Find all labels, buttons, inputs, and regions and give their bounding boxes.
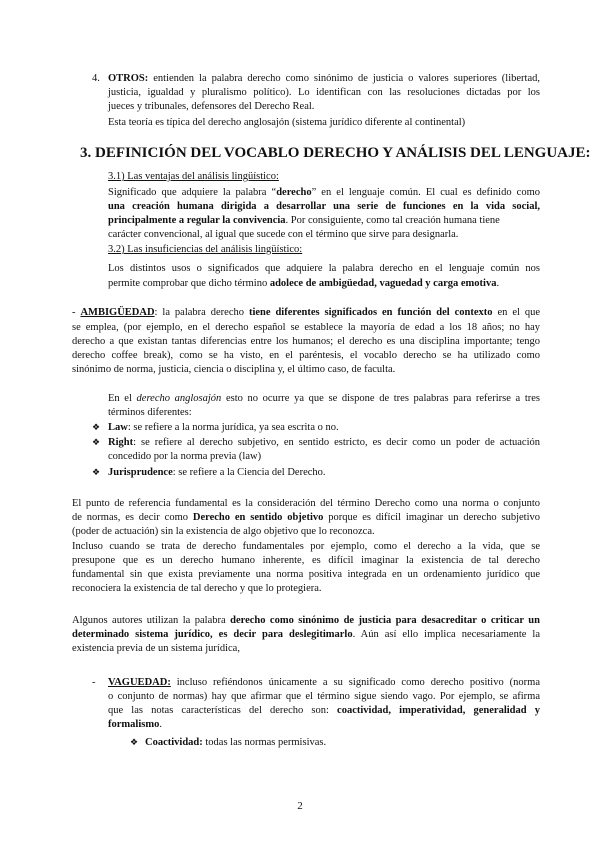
vaguedad-dash: - <box>92 677 96 688</box>
bullet-right: Right: se refiere al derecho subjetivo, en sentido estricto, es decir como un poder de actuación <box>108 437 540 448</box>
item4-line1 <box>108 72 540 85</box>
punto-line1: El punto de referencia fundamental es la consideración del término Derecho como una norma o conjunto <box>72 498 540 509</box>
ambiguedad-line5: sinónimo de norma, justicia, ciencia o disciplina y, el último caso, de faculta. <box>72 364 396 375</box>
anglo-line2: términos diferentes: <box>108 407 192 418</box>
ambiguedad-line2: se emplea, (por ejemplo, en el derecho español se establece la mayoría de edad a los 18 años; no hay <box>72 322 540 333</box>
punto-line4: Incluso cuando se trata de derecho fundamentales por ejemplo, como el derecho a la vida, que se <box>72 541 540 552</box>
bullet-law: Law: se refiere a la norma jurídica, ya sea escrita o no. <box>108 422 339 433</box>
diamond-bullet-icon: ❖ <box>92 422 101 432</box>
autores-line3: existencia previa de un sistema jurídica, <box>72 643 240 654</box>
ambiguedad-line4: derecho coffee break), como se ha visto, en el paréntesis, el vocablo derecho se ha utilizado como <box>72 350 540 361</box>
item4-line4: Esta teoría es típica del derecho anglosajón (sistema jurídico diferente al continental) <box>108 117 466 128</box>
vaguedad-line1: VAGUEDAD: incluso refiéndonos únicamente a su significado como derecho positivo (norma <box>108 677 540 688</box>
list-number: 4. <box>92 73 100 84</box>
punto-line3: (poder de actuación) sin la existencia de algo objetivo que lo reconozca. <box>72 526 375 537</box>
punto-line5: presupone que es un derecho humano inherente, es difícil imaginar la existencia de tal derecho <box>72 555 540 566</box>
item4-line3: jueces y tribunales, defensores del Derecho Real. <box>108 101 315 112</box>
vaguedad-term: VAGUEDAD: <box>108 677 171 688</box>
section-heading: 3. DEFINICIÓN DEL VOCABLO DERECHO Y ANÁLISIS DEL LENGUAJE: <box>80 145 591 161</box>
autores-line1: Algunos autores utilizan la palabra derecho como sinónimo de justicia para desacreditar o criticar un <box>72 615 540 626</box>
autores-line2: determinado sistema jurídico, es decir para deslegitimarlo. Aún así ello implica necesariamente la <box>72 629 540 640</box>
item4-text: entienden la palabra derecho como sinónimo de justicia o valores superiores (libertad, <box>148 73 540 84</box>
vaguedad-line2: o conjunto de normas) hay que afirmar que el término sigue siendo vago. Por ejemplo, se afirma <box>108 691 540 702</box>
sub31-line4: carácter convencional, al igual que sucede con el término que sirve para designarla. <box>108 229 459 240</box>
subsection-title-3-1: 3.1) Las ventajas del análisis lingüístico: <box>108 171 279 182</box>
punto-line6: fundamental sin que exista previamente una norma positiva integrada en un ordenamiento jurídico que <box>72 569 540 580</box>
punto-line7: reconociera la existencia de tal derecho y que lo protegiera. <box>72 583 322 594</box>
bullet-coactividad: Coactividad: todas las normas permisivas. <box>145 737 327 748</box>
sub31-line3: principalmente a regular la convivencia. Por consiguiente, como tal creación humana tiene <box>108 215 500 226</box>
diamond-bullet-icon: ❖ <box>92 467 101 477</box>
ambiguedad-line1: - AMBIGÜEDAD: la palabra derecho tiene diferentes significados en función del contexto en el que <box>72 307 540 318</box>
page-number: 2 <box>297 800 303 812</box>
diamond-bullet-icon: ❖ <box>92 437 101 447</box>
sub31-line2: una creación humana dirigida a desarrollar una serie de funciones en la vida social, <box>108 201 540 212</box>
anglo-line1: En el derecho anglosajón esto no ocurre ya que se dispone de tres palabras para referirse a tres <box>108 393 540 404</box>
sub32-line1: Los distintos usos o significados que adquiere la palabra derecho en el lenguaje común nos <box>108 263 540 274</box>
diamond-bullet-icon: ❖ <box>130 737 139 747</box>
bullet-jurisprudence: Jurisprudence: se refiere a la Ciencia del Derecho. <box>108 467 326 478</box>
ambiguedad-term: AMBIGÜEDAD <box>80 307 155 318</box>
sub31-line1: Significado que adquiere la palabra “derecho” en el lenguaje común. El cual es definido como <box>108 187 540 198</box>
ambiguedad-line3: derecho a que existan tantas diferencias entre los humanos; el derecho es una disciplina importante; tengo <box>72 336 540 347</box>
bullet-right-cont: concedido por la norma previa (law) <box>108 451 262 462</box>
vaguedad-line4: formalismo. <box>108 719 162 730</box>
item4-line2: justicia, igualdad y pluralismo político). Lo identifican con las resoluciones dictadas por los <box>108 87 540 98</box>
item4-label: OTROS: <box>108 73 149 84</box>
sub32-line2: permite comprobar que dicho término adolece de ambigüedad, vaguedad y carga emotiva. <box>108 278 500 289</box>
subsection-title-3-2: 3.2) Las insuficiencias del análisis lingüístico: <box>108 244 303 255</box>
vaguedad-line3: que las notas características del derecho son: coactividad, imperatividad, generalidad y <box>108 705 540 716</box>
punto-line2: de normas, es decir como Derecho en sentido objetivo porque es difícil imaginar un derecho subjetivo <box>72 512 541 523</box>
